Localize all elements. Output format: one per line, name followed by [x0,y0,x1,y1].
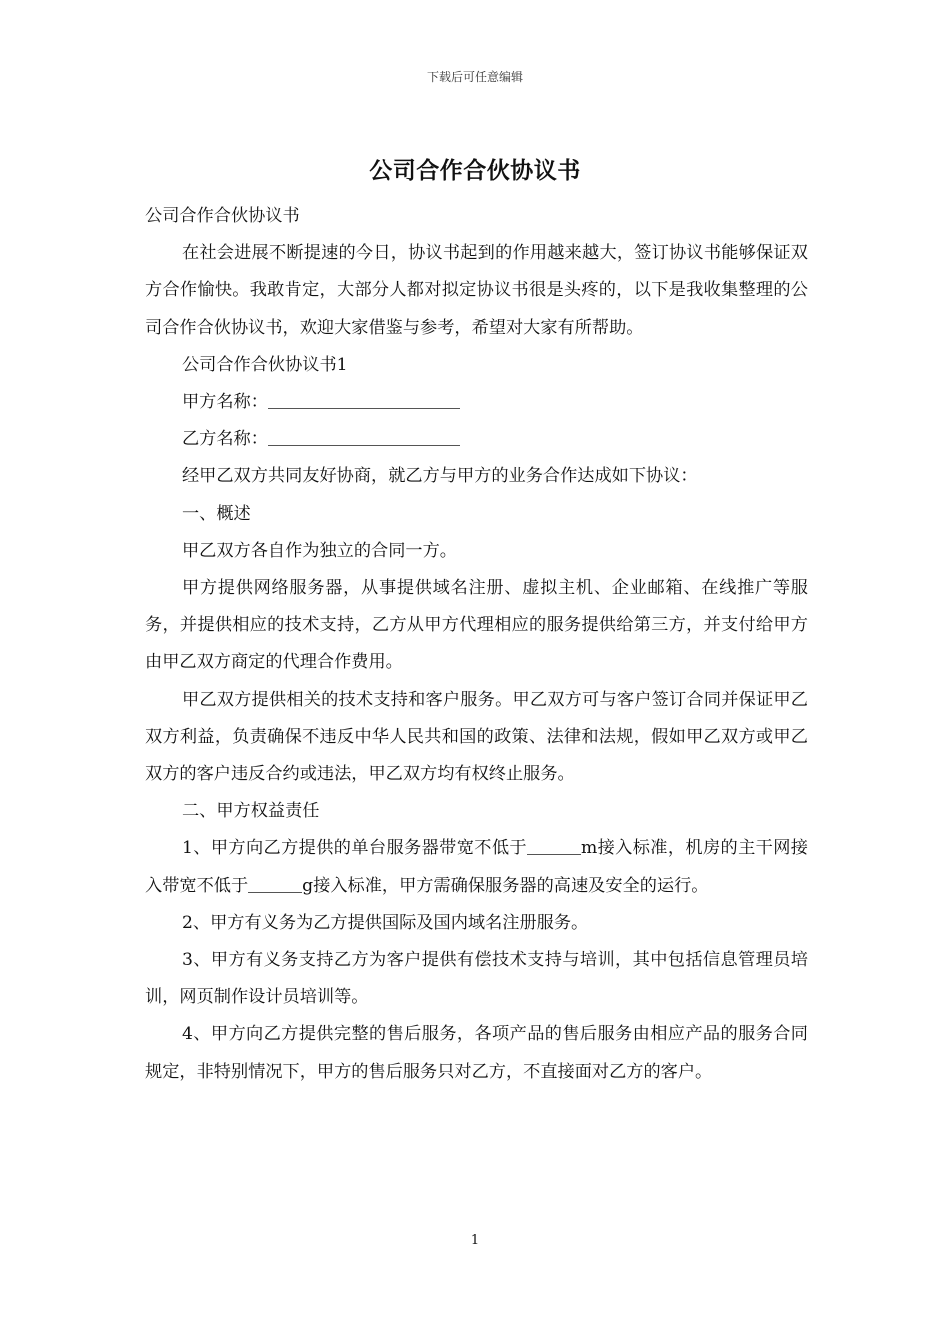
overview-paragraph-2: 甲方提供网络服务器，从事提供域名注册、虚拟主机、企业邮箱、在线推广等服务，并提供相应的技术支持，乙方从甲方代理相应的服务提供给第三方，并支付给甲方由甲乙双方商定的代理合作费用。 [145,578,808,673]
page-header-note: 下载后可任意编辑 [426,70,523,84]
intro-paragraph: 在社会进展不断提速的今日，协议书起到的作用越来越大，签订协议书能够保证双方合作愉快。我敢肯定，大部分人都对拟定协议书很是头疼的，以下是我收集整理的公司合作合伙协议书，欢迎大家借鉴与参考，希望对大家有所帮助。 [145,243,808,338]
bandwidth-blank-1 [527,837,581,855]
party-b-label: 乙方名称： [181,429,268,450]
party-a-label: 甲方名称： [181,392,268,413]
document-title: 公司合作合伙协议书 [369,157,581,184]
clause-1-part-b: m接入标准，机房的主干网接入带宽不低于 [145,838,808,896]
clause-1-part-a: 1、甲方向乙方提供的单台服务器带宽不低于 [181,838,527,859]
clause-1-part-c: g接入标准，甲方需确保服务器的高速及安全的运行。 [302,875,709,896]
clause-1 [145,830,808,904]
page-number: 1 [470,1233,480,1248]
heading-overview: 一、概述 [181,503,251,524]
party-b-blank [268,428,460,446]
section-title: 公司合作合伙协议书1 [181,354,348,375]
overview-paragraph-1: 甲乙双方各自作为独立的合同一方。 [181,540,457,561]
document-body [145,198,808,1091]
clause-2: 2、甲方有义务为乙方提供国际及国内域名注册服务。 [181,912,589,933]
bandwidth-blank-2 [248,874,302,892]
party-b-row [145,421,808,458]
clause-4: 4、甲方向乙方提供完整的售后服务，各项产品的售后服务由相应产品的服务合同规定，非特别情况下，甲方的售后服务只对乙方，不直接面对乙方的客户。 [145,1024,808,1082]
overview-paragraph-3: 甲乙双方提供相关的技术支持和客户服务。甲乙双方可与客户签订合同并保证甲乙双方利益，负责确保不违反中华人民共和国的政策、法律和法规，假如甲乙双方或甲乙双方的客户违反合约或违法，甲乙双方均有权终止服务。 [145,689,808,785]
party-a-row [145,384,808,421]
preamble-paragraph: 经甲乙双方共同友好协商，就乙方与甲方的业务合作达成如下协议： [181,466,698,487]
document-subtitle: 公司合作合伙协议书 [145,206,300,226]
clause-3: 3、甲方有义务支持乙方为客户提供有偿技术支持与培训，其中包括信息管理员培训，网页制作设计员培训等。 [145,950,808,1008]
heading-party-a-rights: 二、甲方权益责任 [181,801,320,822]
party-a-blank [268,391,460,409]
